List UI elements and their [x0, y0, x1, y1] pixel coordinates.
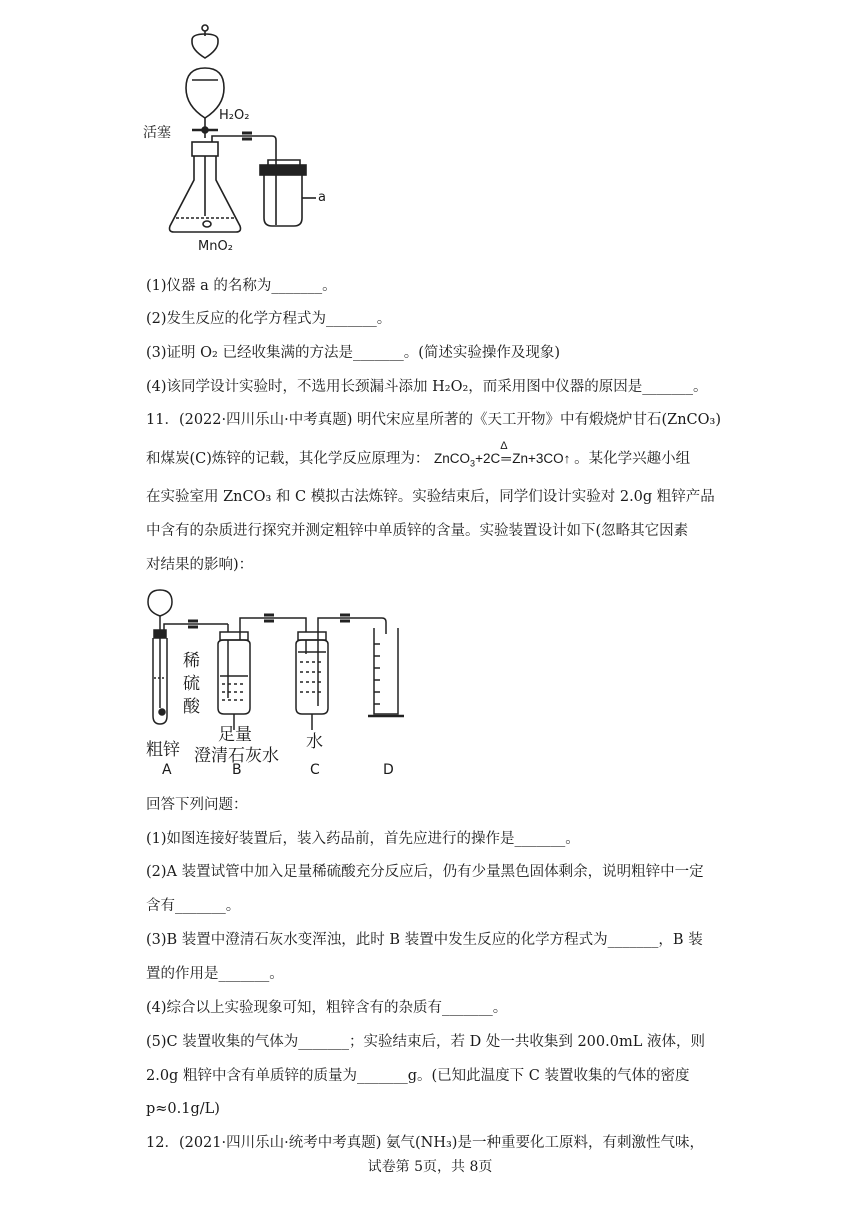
- q11-intro-line5: 对结果的影响)：: [146, 557, 254, 573]
- apparatus-letter-a: A: [162, 762, 172, 778]
- page-footer: 试卷第 5页，共 8页: [367, 1159, 493, 1175]
- acid-label: 稀硫酸: [183, 651, 200, 717]
- apparatus-letter-d: D: [383, 762, 394, 778]
- q11-intro-line3: 在实验室用 ZnCO₃ 和 C 模拟古法炼锌。实验结束后，同学们设计实验对 2.0g 粗锌产品: [146, 489, 715, 505]
- water-label: 水: [306, 732, 323, 752]
- q11-part3-line1: (3)B 装置中澄清石灰水变浑浊，此时 B 装置中发生反应的化学方程式为_______，B 装: [146, 932, 703, 948]
- q11-part2-line2: 含有_______。: [146, 898, 241, 914]
- eq-subscript: 3: [470, 458, 476, 469]
- eq-reactant2: +2C: [475, 451, 501, 466]
- q11-part5-line2: 2.0g 粗锌中含有单质锌的质量为_______g。(已知此温度下 C 装置收集的气体的密度: [146, 1068, 690, 1084]
- q11-part3-line2: 置的作用是_______。: [146, 966, 284, 982]
- heat-symbol: Δ: [500, 440, 508, 452]
- limewater-label-1: 足量: [218, 725, 252, 745]
- h2o2-label: H₂O₂: [219, 108, 250, 123]
- q11-part5-line3: p≈0.1g/L): [146, 1101, 220, 1117]
- q11-intro-line4: 中含有的杂质进行探究并测定粗锌中单质锌的含量。实验装置设计如下(忽略其它因素: [146, 523, 689, 539]
- zinc-apparatus-figure: [140, 588, 420, 758]
- answer-intro: 回答下列问题：: [146, 797, 248, 813]
- eq-reactant: ZnCO: [434, 451, 471, 466]
- q11-part4: (4)综合以上实验现象可知，粗锌含有的杂质有_______。: [146, 1000, 508, 1016]
- q11-intro-text-b: 。某化学兴趣小组: [574, 451, 691, 467]
- eq-products: Zn+3CO↑: [512, 451, 571, 466]
- valve-label: 活塞: [143, 125, 171, 141]
- q11-part1: (1)如图连接好装置后，装入药品前，首先应进行的操作是_______。: [146, 831, 580, 847]
- q11-intro-text-a: 和煤炭(C)炼锌的记载，其化学反应原理为：: [146, 451, 430, 467]
- q11-intro-line2: [146, 440, 691, 474]
- q10-part1: (1)仪器 a 的名称为_______。: [146, 278, 337, 294]
- q10-part2: (2)发生反应的化学方程式为_______。: [146, 311, 392, 327]
- apparatus-letter-b: B: [232, 762, 242, 778]
- q11-intro-line1: 11．(2022·四川乐山·中考真题) 明代宋应星所著的《天工开物》中有煅烧炉甘石(ZnCO₃): [146, 412, 722, 428]
- q10-part3: (3)证明 O₂ 已经收集满的方法是_______。(简述实验操作及现象): [146, 345, 561, 361]
- bottle-a-label: a: [318, 190, 326, 205]
- mno2-label: MnO₂: [198, 239, 233, 254]
- zinc-label: 粗锌: [146, 740, 180, 760]
- q12-intro-line1: 12．(2021·四川乐山·统考中考真题) 氨气(NH₃)是一种重要化工原料，有刺激性气味，: [146, 1135, 704, 1151]
- limewater-label-2: 澄清石灰水: [194, 746, 279, 766]
- reaction-equation: ZnCO$_3$+2C Δ ═Zn+3CO↑: [434, 451, 574, 466]
- q10-part4: (4)该同学设计实验时，不选用长颈漏斗添加 H₂O₂，而采用图中仪器的原因是_______。: [146, 379, 708, 395]
- q11-part2-line1: (2)A 装置试管中加入足量稀硫酸充分反应后，仍有少量黑色固体剩余，说明粗锌中一定: [146, 864, 704, 880]
- q11-part5-line1: (5)C 装置收集的气体为_______；实验结束后，若 D 处一共收集到 200.0mL 液体，则: [146, 1034, 705, 1050]
- apparatus-letter-c: C: [310, 762, 320, 778]
